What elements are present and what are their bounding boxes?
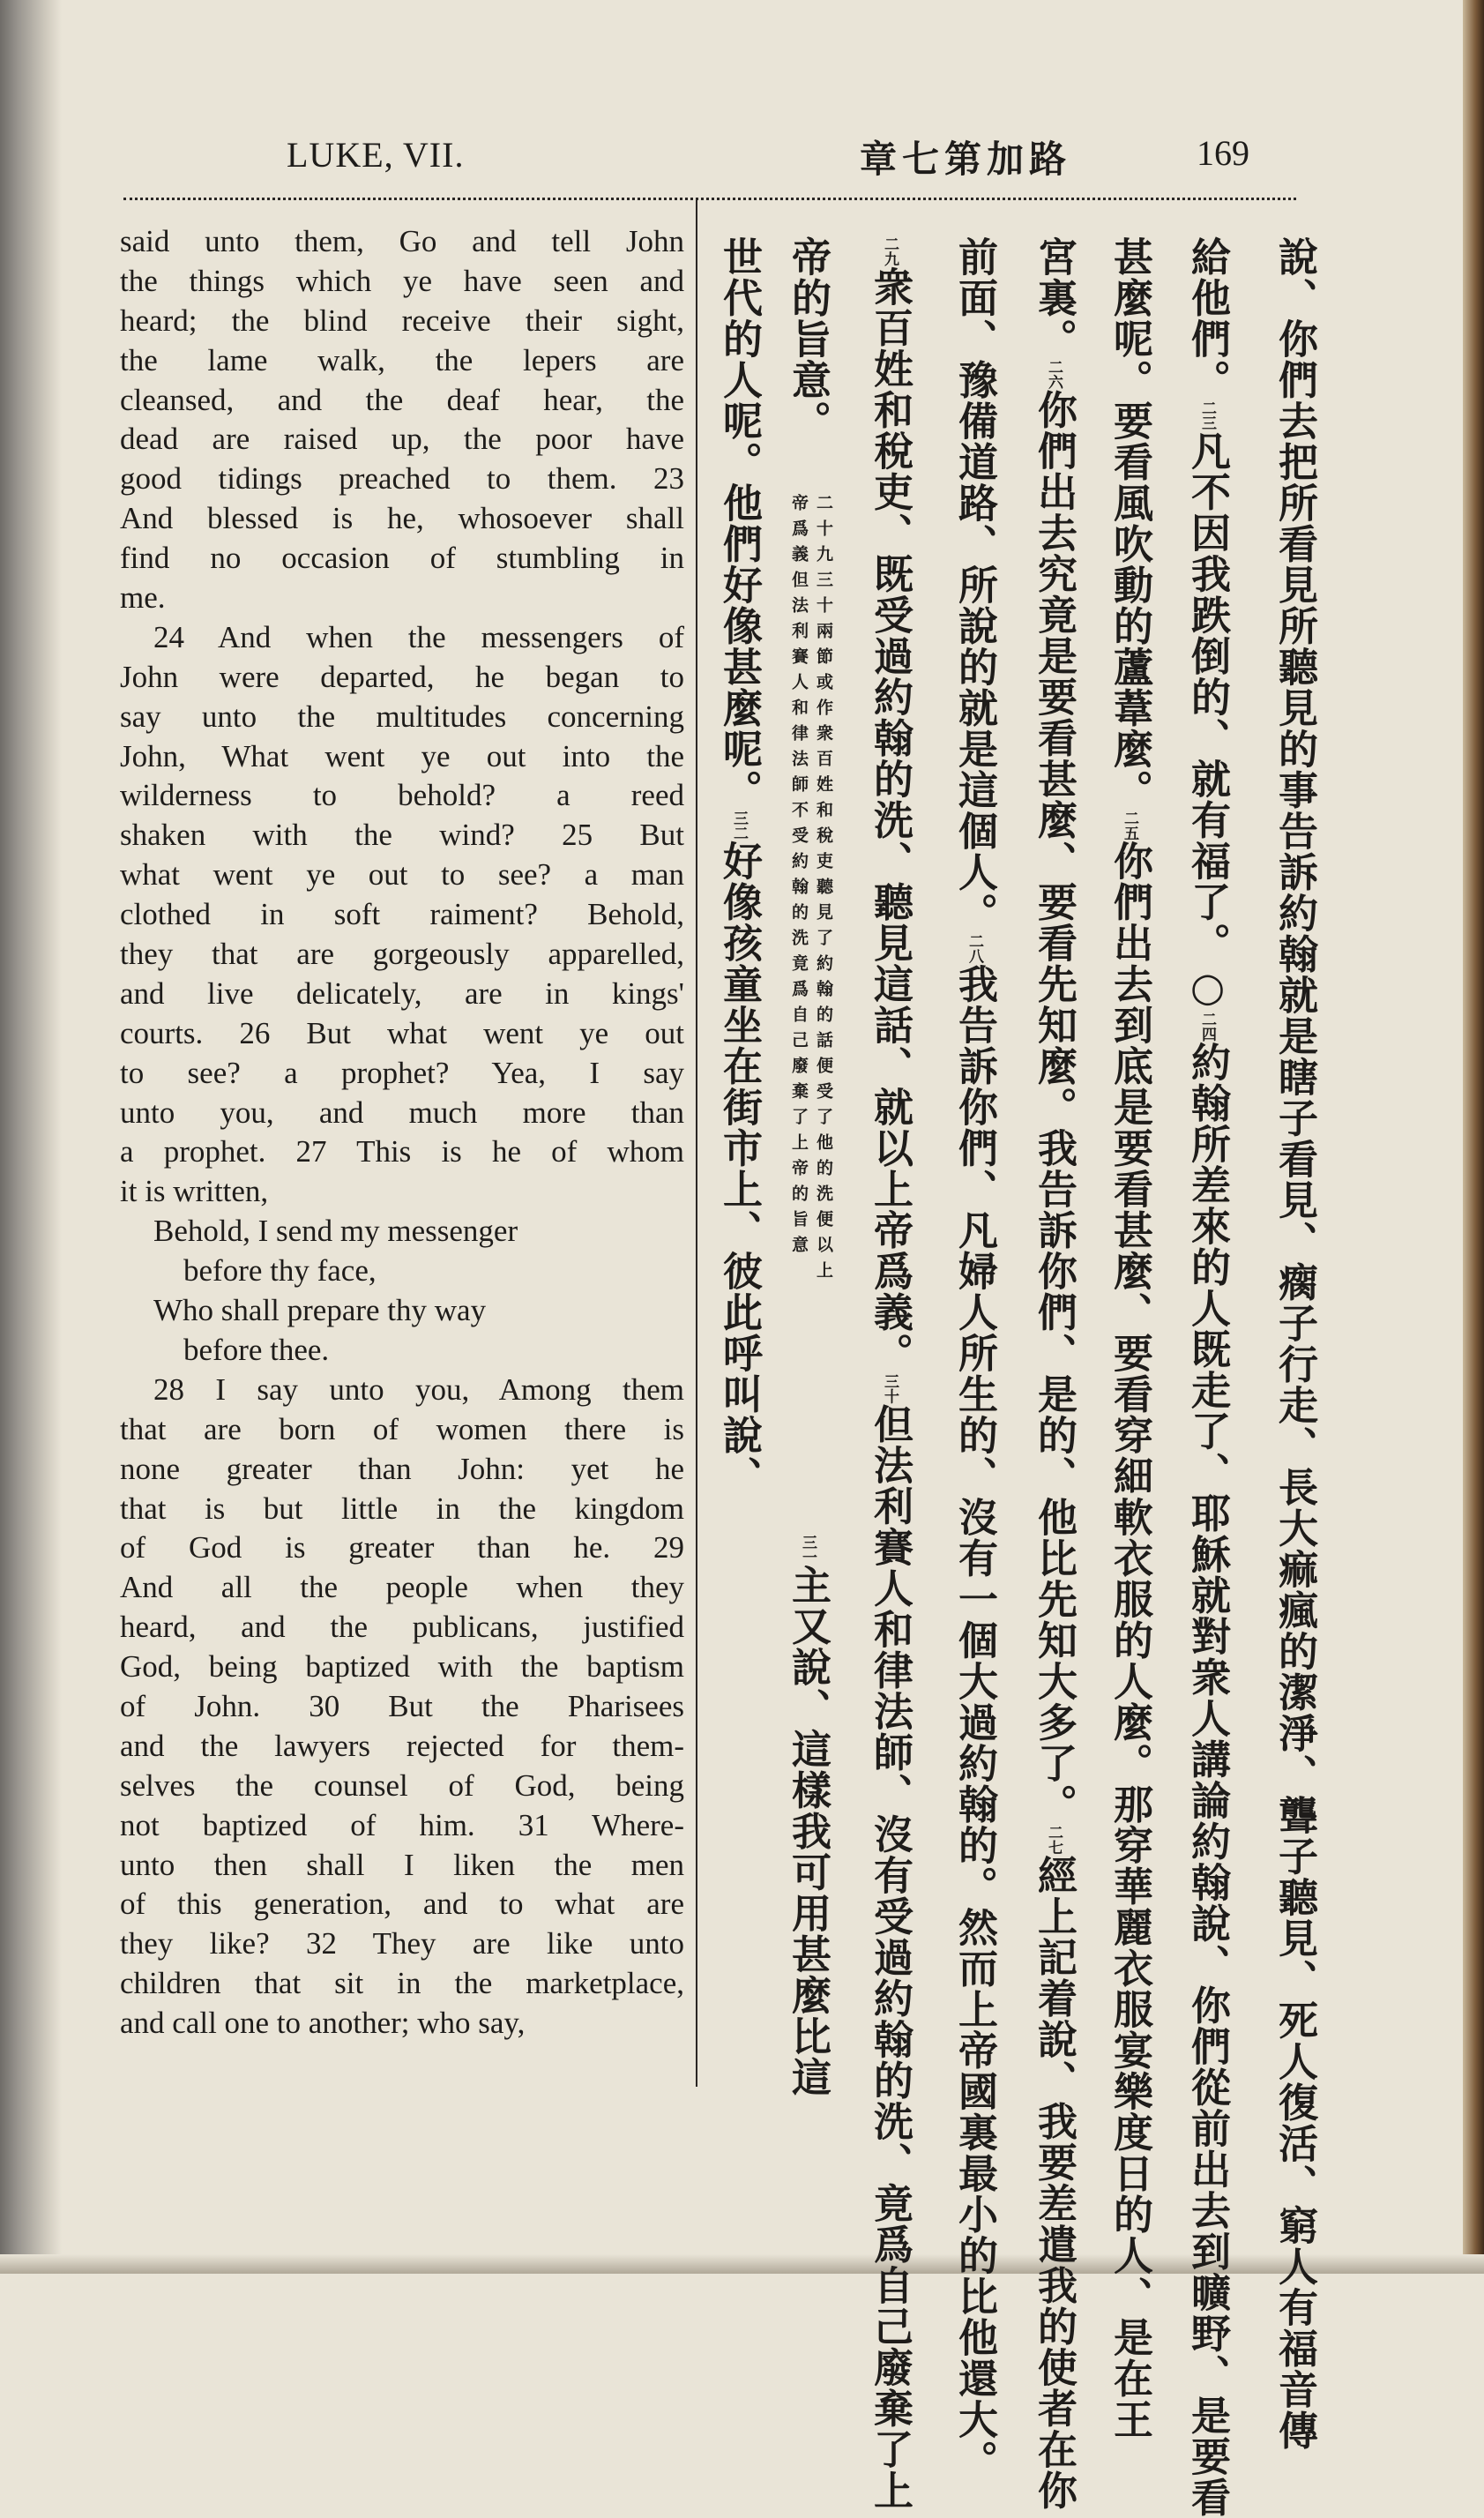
chinese-footnote: [787, 494, 836, 1287]
text-line: said unto them, Go and tell John: [120, 224, 684, 258]
chinese-text: 經上記着說、我要差遣我的使者在你: [1031, 1855, 1078, 2511]
text-line: find no occasion of stumbling in: [120, 541, 684, 576]
verse-number: 三十: [881, 1373, 899, 1404]
chinese-text: 給他們。: [1184, 236, 1231, 400]
text-line: none greater than John: yet he: [120, 1451, 684, 1486]
footnote-line: 帝爲義但法利賽人和律法師不受約翰的洗竟爲自己廢棄了上帝的旨意: [789, 494, 809, 1261]
text-line: and call one to another; who say,: [120, 2006, 526, 2041]
text-line: shaken with the wind? 25 But: [120, 818, 684, 853]
text-line: Behold, I send my messenger: [153, 1214, 518, 1249]
chinese-text: 衆百姓和稅吏、既受過約翰的洗、聽見這話、就以上帝爲義。: [867, 266, 914, 1374]
text-line: it is written,: [120, 1174, 269, 1209]
text-line: they like? 32 They are like unto: [120, 1926, 684, 1961]
text-line: to see? a prophet? Yea, I say: [120, 1055, 684, 1090]
page-edge-bottom: [0, 2254, 1484, 2274]
chinese-text: 說、你們去把所看見所聽見的事告訴約翰就是瞎子看見、瘸子行走、長大痲瘋的潔淨、聾子聽見、死人復活、窮人有福音傳: [1271, 236, 1318, 2451]
chinese-text: 前面、豫備道路、所說的就是這個人。: [951, 236, 998, 934]
chinese-text: 我告訴你們、凡婦人所生的、沒有一個大過約翰的。然而上帝國裏最小的比他還大。: [951, 963, 998, 2481]
text-line: John, What went ye out into the: [120, 738, 684, 773]
chinese-text: 約翰所差來的人既走了、耶穌就對衆人講論約翰說、你們從前出去到曠野、是要看: [1184, 1042, 1231, 2518]
chinese-text: 世代的人呢。他們好像甚麼呢。: [716, 236, 763, 811]
verse-number: 二九: [881, 236, 899, 266]
running-head-chinese: 章七第加路: [860, 138, 1072, 181]
text-line: And all the people when they: [120, 1570, 684, 1605]
text-line: courts. 26 But what went ye out: [120, 1015, 684, 1050]
verse-number: 二五: [1121, 811, 1138, 841]
header-rule: [123, 198, 1296, 200]
text-line: unto then shall I liken the men: [120, 1847, 684, 1882]
text-line: children that sit in the marketplace,: [120, 1966, 684, 2001]
verse-number: 二七: [1045, 1825, 1063, 1855]
chinese-column: [1182, 236, 1232, 2518]
chinese-text-column: [0, 236, 1484, 2518]
text-line: of God is greater than he. 29: [120, 1530, 684, 1565]
chinese-text: 甚麼呢。要看風吹動的蘆葦麼。: [1107, 236, 1153, 811]
verse-number: 二六: [1045, 359, 1063, 390]
text-line: the things which ye have seen and: [120, 263, 684, 298]
text-line: Who shall prepare thy way: [153, 1293, 487, 1328]
chinese-text: 好像孩童坐在街市上、彼此呼叫說、: [716, 841, 763, 1497]
text-line: that is but little in the kingdom: [120, 1491, 684, 1526]
text-line: a prophet. 27 This is he of whom: [120, 1134, 684, 1169]
text-line: And blessed is he, whosoever shall: [120, 501, 684, 536]
text-line: of this generation, and to what are: [120, 1887, 684, 1922]
footnote-line: 二十九三十兩節或作衆百姓和稅吏聽見了約翰的話便受了他的洗便以上: [814, 494, 833, 1287]
verse-number: 二八: [966, 933, 983, 964]
text-line: of John. 30 But the Pharisees: [120, 1688, 684, 1723]
text-line: they that are gorgeously apparelled,: [120, 937, 684, 972]
page-number: 169: [1197, 133, 1249, 173]
text-line: and the lawyers rejected for them-: [120, 1728, 684, 1763]
chinese-text: 宮裏。: [1031, 236, 1078, 360]
text-line: selves the counsel of God, being: [120, 1767, 684, 1803]
text-line: 28 I say unto you, Among them: [153, 1371, 684, 1407]
chinese-column: [865, 236, 914, 2511]
text-line: clothed in soft raiment? Behold,: [120, 897, 684, 932]
verse-number: 二三: [1198, 400, 1216, 430]
chinese-column: [1270, 236, 1319, 2451]
text-line: John were departed, he began to: [120, 659, 684, 694]
text-line: not baptized of him. 31 Where-: [120, 1807, 684, 1842]
chinese-column: [1029, 236, 1078, 2511]
verse-number: 三一: [799, 1534, 817, 1565]
text-line: heard; the blind receive their sight,: [120, 303, 684, 338]
chinese-column: [1105, 236, 1154, 2440]
text-line: good tidings preached to them. 23: [120, 461, 684, 497]
verse-number: 二四: [1198, 1012, 1216, 1042]
chinese-text: 你們出去到底是要看甚麼、要看穿細軟衣服的人麼。那穿華麗衣服宴樂度日的人、是在王: [1107, 841, 1153, 2440]
text-line: unto you, and much more than: [120, 1095, 684, 1130]
text-line: that are born of women there is: [120, 1411, 684, 1446]
text-line: the lame walk, the lepers are: [120, 342, 684, 377]
text-line: dead are raised up, the poor have: [120, 422, 684, 457]
text-line: cleansed, and the deaf hear, the: [120, 382, 684, 417]
text-line: before thee.: [183, 1332, 330, 1367]
text-line: before thy face,: [183, 1253, 377, 1289]
text-line: what went ye out to see? a man: [120, 857, 684, 893]
text-line: 24 And when the messengers of: [153, 619, 684, 654]
chinese-text: 但法利賽人和律法師、沒有受過約翰的洗、竟爲自己廢棄了上: [867, 1403, 914, 2511]
text-line: me.: [120, 580, 166, 616]
verse-number: 三二: [730, 811, 748, 841]
text-line: say unto the multitudes concerning: [120, 699, 684, 734]
chinese-text: 凡不因我跌倒的、就有福了。○: [1184, 430, 1231, 1012]
chinese-column: [783, 1535, 832, 2098]
chinese-text: 主又說、這樣我可用甚麼比這: [785, 1564, 831, 2097]
text-line: and live delicately, are in kings': [120, 975, 684, 1011]
text-line: wilderness to behold? a reed: [120, 778, 684, 813]
chinese-text: 帝的旨意。: [785, 236, 831, 422]
running-head-english: LUKE, VII.: [287, 135, 465, 175]
chinese-column: [950, 236, 999, 2481]
chinese-column: [714, 236, 764, 1497]
text-line: heard, and the publicans, justified: [120, 1610, 684, 1645]
text-line: God, being baptized with the baptism: [120, 1649, 684, 1685]
chinese-text: 你們出去究竟是要看甚麼、要看先知麼。我告訴你們、是的、他比先知大多了。: [1031, 389, 1078, 1825]
